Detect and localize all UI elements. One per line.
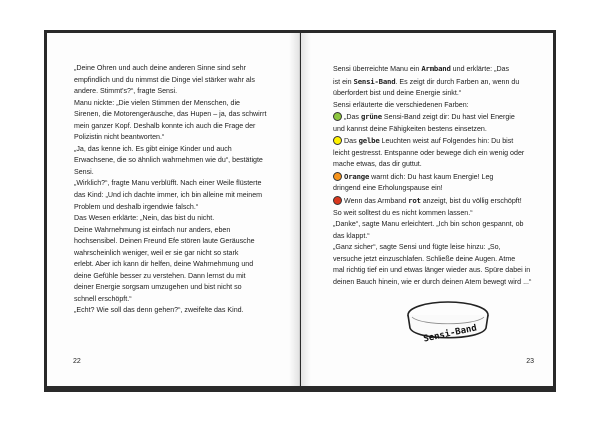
text-span: Sensi überreichte Manu ein	[333, 65, 422, 73]
armband-word: Armband	[421, 64, 451, 73]
page-number-right: 23	[526, 358, 534, 366]
text-line	[333, 76, 535, 89]
text-line: das klappt.“	[333, 231, 370, 240]
text-line: leicht gestresst. Entspanne oder bewege dich ein wenig oder	[333, 148, 525, 157]
text-span: . Es zeigt dir durch Farben an, wenn du	[395, 77, 520, 86]
text-line: Das Wesen erklärte: „Nein, das bist du nicht.	[74, 214, 215, 223]
text-span: Wenn das Armband	[344, 197, 409, 206]
text-line	[333, 171, 535, 184]
text-line: dringend eine Erholungspause ein!	[333, 184, 443, 193]
sensi-band-word: Sensi-Band	[353, 76, 396, 86]
text-span: Das	[344, 137, 359, 146]
sensi-band-illustration	[403, 295, 493, 350]
text-line: wahrscheinlich weniger, weil er sie gar nicht so stark	[74, 248, 239, 257]
book-spread	[44, 30, 556, 392]
text-span: Sensi-Band zeigt dir: Du hast viel Energie	[381, 113, 515, 122]
text-line	[333, 195, 535, 208]
text-span: Leuchten weist auf Folgendes hin: Du bist	[379, 137, 514, 146]
text-line: erlebt. Aber ich kann dir helfen, deine Wahrnehmung und	[74, 260, 254, 269]
text-line: „Deine Ohren und auch deine anderen Sinne sind sehr	[74, 64, 246, 72]
page-number-left: 22	[73, 358, 81, 366]
text-line: So weit solltest du es nicht kommen lassen.“	[333, 208, 473, 217]
text-span: warnt dich: Du hast kaum Energie! Leg	[369, 172, 494, 181]
text-line: deinen Bauch hinein, wie er durch deinen Atem bewegt wird ...“	[333, 277, 532, 286]
yellow-dot-icon	[333, 136, 342, 145]
text-line: mal richtig tief ein und etwas länger wieder aus. Spüre dabei in	[333, 266, 531, 275]
text-span: ist ein	[333, 77, 354, 86]
text-line: „Wirklich?“, fragte Manu verblüfft. Nach einer Weile flüsterte	[74, 179, 262, 188]
text-line: hochsensibel. Deinen Freund Efe stören laute Geräusche	[74, 237, 255, 246]
text-line: Problem und deshalb irgendwie falsch.“	[74, 202, 199, 211]
text-line: „Ja, das kenne ich. Es gibt einige Kinder und auch	[74, 144, 232, 153]
text-line: andere. Stimmt's?“, fragte Sensi.	[74, 87, 178, 96]
text-line: Sensi.	[74, 167, 94, 176]
text-line: mache etwas, das dir guttut.	[333, 160, 422, 169]
text-line	[333, 63, 535, 76]
text-line: deine Gefühle besser zu verstehen. Dann lernst du mit	[74, 271, 246, 280]
green-dot-icon	[333, 112, 342, 121]
text-line: Polizistin nicht beantworten.“	[74, 133, 165, 142]
text-line	[333, 135, 535, 148]
text-line: überfordert bist und deine Energie sinkt.“	[333, 89, 462, 98]
text-line: „Echt? Wie soll das denn gehen?“, zweifelte das Kind.	[74, 306, 244, 315]
text-line: Sirenen, die Motorengeräusche, das Hupen – ja, das schwirrt	[74, 110, 267, 119]
text-line: Sensi erläuterte die verschiedenen Farben:	[333, 100, 469, 109]
text-line: und kannst deine Fähigkeiten bestens einsetzen.	[333, 124, 487, 133]
red-dot-icon	[333, 196, 342, 205]
text-line: deiner Energie sorgsam umzugehen und bist nicht so	[74, 283, 242, 292]
left-page	[47, 33, 300, 386]
text-line: mein ganzer Kopf. Deshalb konnte ich auch die Frage der	[74, 121, 256, 130]
text-line: schnell erschöpft.“	[74, 294, 132, 303]
text-line: empfindlich und du nimmst die Dinge viel stärker wahr als	[74, 75, 255, 84]
red-word: rot	[408, 196, 421, 206]
orange-dot-icon	[333, 172, 342, 181]
right-page	[301, 33, 553, 386]
text-line: „Ganz sicher“, sagte Sensi und fügte leise hinzu: „So,	[333, 243, 501, 252]
gutter-shadow	[301, 33, 311, 386]
band-label: Sensi-Band	[422, 323, 478, 345]
text-line: Manu nickte: „Die vielen Stimmen der Menschen, die	[74, 98, 240, 107]
gutter-shadow	[289, 33, 299, 386]
orange-word: Orange	[344, 171, 370, 181]
text-line: das Kind: „Und ich dachte immer, ich bin alleine mit meinem	[74, 191, 263, 200]
text-line: versuche jetzt einzuschlafen. Schließe deine Augen. Atme	[333, 254, 516, 263]
text-line: „Danke“, sagte Manu erleichtert. „Ich bin schon gespannt, ob	[333, 220, 524, 229]
text-line	[333, 111, 535, 124]
text-line: Deine Wahrnehmung ist einfach nur anders, eben	[74, 225, 231, 234]
green-word: grüne	[360, 112, 382, 122]
text-line: Erwachsene, die so ähnlich wahrnehmen wie du“, bestätigte	[74, 156, 263, 165]
text-span: und erklärte: „Das	[450, 65, 510, 73]
text-span: anzeigt, bist du völlig erschöpft!	[420, 197, 522, 206]
yellow-word: gelbe	[358, 136, 380, 146]
text-span: „Das	[344, 113, 361, 122]
